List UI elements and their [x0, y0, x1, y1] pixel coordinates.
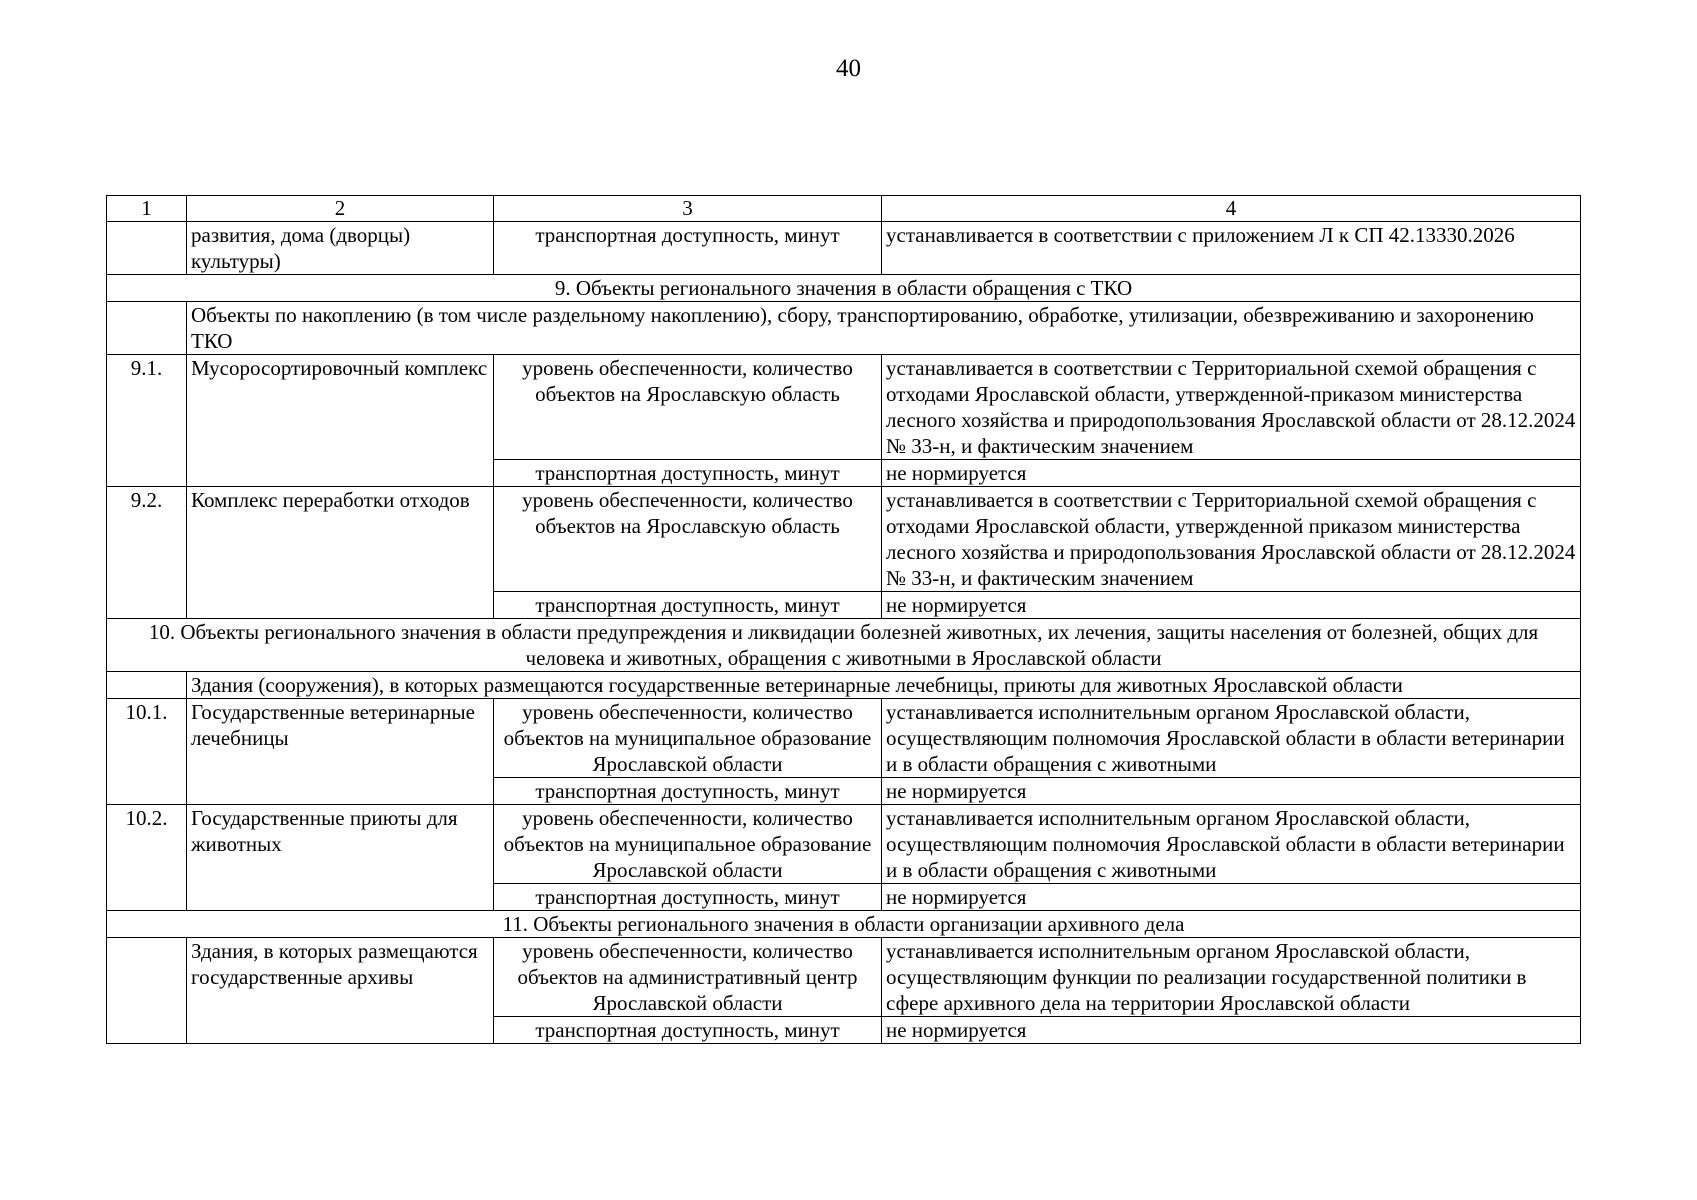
- section-title: 9. Объекты регионального значения в области обращения с ТКО: [107, 275, 1581, 302]
- indicator-value: не нормируется: [882, 1017, 1581, 1044]
- indicator-value: устанавливается исполнительным органом Ярославской области, осуществляющим полномочия Ярославской области в области ветеринарии и в области обращения с животными: [882, 699, 1581, 778]
- object-name: Комплекс переработки отходов: [187, 487, 494, 619]
- row-number: 9.2.: [107, 487, 187, 619]
- table-row: [107, 355, 1581, 460]
- row-number: [107, 302, 187, 355]
- section-subtitle-row: [107, 672, 1581, 699]
- object-name: Государственные ветеринарные лечебницы: [187, 699, 494, 805]
- indicator: транспортная доступность, минут: [494, 884, 882, 911]
- table-row: [107, 805, 1581, 884]
- standards-table: [106, 195, 1581, 1044]
- indicator: уровень обеспеченности, количество объектов на Ярославскую область: [494, 487, 882, 592]
- indicator-value: устанавливается в соответствии с приложением Л к СП 42.13330.2026: [882, 222, 1581, 275]
- indicator: уровень обеспеченности, количество объектов на административный центр Ярославской области: [494, 938, 882, 1017]
- column-number-3: 3: [494, 196, 882, 222]
- indicator: транспортная доступность, минут: [494, 1017, 882, 1044]
- indicator-value: устанавливается исполнительным органом Ярославской области, осуществляющим полномочия Ярославской области в области ветеринарии и в области обращения с животными: [882, 805, 1581, 884]
- section-title-row: [107, 619, 1581, 672]
- table-row: [107, 487, 1581, 592]
- indicator: транспортная доступность, минут: [494, 222, 882, 275]
- indicator: уровень обеспеченности, количество объектов на муниципальное образование Ярославской области: [494, 805, 882, 884]
- table-header-row: [107, 196, 1581, 222]
- indicator: уровень обеспеченности, количество объектов на муниципальное образование Ярославской области: [494, 699, 882, 778]
- object-name: Государственные приюты для животных: [187, 805, 494, 911]
- table-row: [107, 938, 1581, 1017]
- column-number-1: 1: [107, 196, 187, 222]
- row-number: [107, 938, 187, 1044]
- indicator-value: устанавливается в соответствии с Территориальной схемой обращения с отходами Ярославской области, утвержденной-приказом министерства лесного хозяйства и природопользования Ярославской области от 28.12.2024 № 33-н, и фактическим значением: [882, 355, 1581, 460]
- indicator-value: устанавливается в соответствии с Территориальной схемой обращения с отходами Ярославской области, утвержденной приказом министерства лесного хозяйства и природопользования Ярославской области от 28.12.2024 № 33-н, и фактическим значением: [882, 487, 1581, 592]
- page-number: 40: [836, 55, 861, 82]
- section-title: 10. Объекты регионального значения в области предупреждения и ликвидации болезней животных, их лечения, защиты населения от болезней, общих для человека и животных, обращения с животными в Ярославской области: [107, 619, 1581, 672]
- row-number: [107, 222, 187, 275]
- object-name: Здания, в которых размещаются государственные архивы: [187, 938, 494, 1044]
- indicator: транспортная доступность, минут: [494, 592, 882, 619]
- row-number: 9.1.: [107, 355, 187, 487]
- section-title-row: [107, 275, 1581, 302]
- column-number-4: 4: [882, 196, 1581, 222]
- indicator-value: не нормируется: [882, 460, 1581, 487]
- row-number: 10.2.: [107, 805, 187, 911]
- object-name: Мусоросортировочный комплекс: [187, 355, 494, 487]
- section-subtitle: Здания (сооружения), в которых размещаются государственные ветеринарные лечебницы, приюты для животных Ярославской области: [187, 672, 1581, 699]
- row-number: 10.1.: [107, 699, 187, 805]
- section-title-row: [107, 911, 1581, 938]
- indicator-value: устанавливается исполнительным органом Ярославской области, осуществляющим функции по реализации государственной политики в сфере архивного дела на территории Ярославской области: [882, 938, 1581, 1017]
- section-title: 11. Объекты регионального значения в области организации архивного дела: [107, 911, 1581, 938]
- table-row: [107, 699, 1581, 778]
- section-subtitle: Объекты по накоплению (в том числе раздельному накоплению), сбору, транспортированию, обработке, утилизации, обезвреживанию и захоронению ТКО: [187, 302, 1581, 355]
- table-row: [107, 222, 1581, 275]
- indicator: транспортная доступность, минут: [494, 778, 882, 805]
- column-number-2: 2: [187, 196, 494, 222]
- indicator-value: не нормируется: [882, 884, 1581, 911]
- indicator: уровень обеспеченности, количество объектов на Ярославскую область: [494, 355, 882, 460]
- indicator: транспортная доступность, минут: [494, 460, 882, 487]
- indicator-value: не нормируется: [882, 778, 1581, 805]
- object-name: развития, дома (дворцы) культуры): [187, 222, 494, 275]
- indicator-value: не нормируется: [882, 592, 1581, 619]
- row-number: [107, 672, 187, 699]
- section-subtitle-row: [107, 302, 1581, 355]
